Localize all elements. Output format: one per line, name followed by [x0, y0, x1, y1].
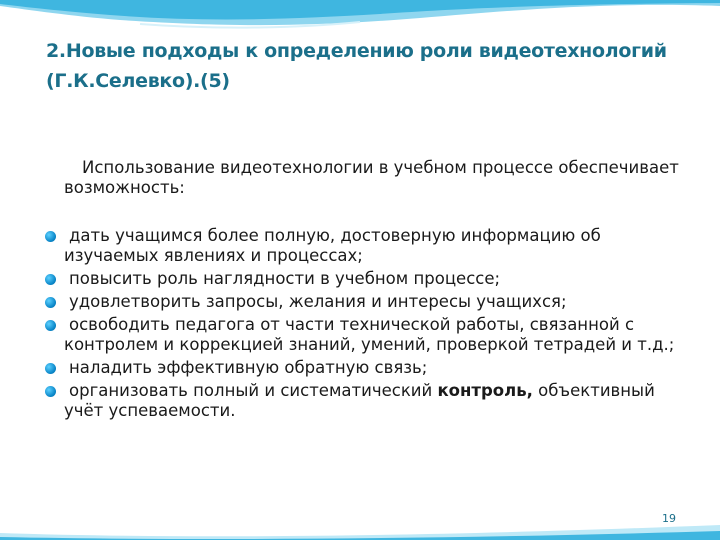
list-item	[44, 226, 694, 266]
slide-title: 2.Новые подходы к определению роли видеотехнологий (Г.К.Селевко).(5)	[46, 40, 667, 92]
bullet-icon	[45, 231, 56, 242]
page-number: 19	[662, 512, 676, 525]
list-item-text: повысить роль наглядности в учебном процессе;	[69, 269, 501, 288]
bold-keyword: контроль,	[437, 381, 533, 400]
bullet-icon	[45, 274, 56, 285]
list-item-text-after: объективный учёт успеваемости.	[64, 381, 655, 420]
bullet-icon	[45, 297, 56, 308]
list-item-text: освободить педагога от части технической работы, связанной с контролем и коррекцией знаний, умений, проверкой тетрадей и т.д.;	[64, 315, 675, 354]
list-item	[44, 292, 694, 312]
list-item	[44, 358, 694, 378]
bullet-icon	[45, 386, 56, 397]
list-item	[44, 381, 694, 421]
bottom-wave-decoration	[0, 515, 720, 540]
list-item-text: удовлетворить запросы, желания и интересы учащихся;	[69, 292, 567, 311]
list-item-text: наладить эффективную обратную связь;	[69, 358, 428, 377]
list-item	[44, 315, 694, 355]
list-item-text: организовать полный и систематический	[69, 381, 438, 400]
bullet-icon	[45, 320, 56, 331]
bullet-list	[44, 226, 694, 424]
list-item-text: дать учащимся более полную, достоверную информацию об изучаемых явлениях и процессах;	[64, 226, 601, 265]
top-wave-decoration	[0, 0, 720, 40]
intro-paragraph	[64, 158, 684, 198]
bullet-icon	[45, 363, 56, 374]
intro-text: Использование видеотехнологии в учебном процессе обеспечивает возможность:	[64, 158, 679, 197]
list-item	[44, 269, 694, 289]
